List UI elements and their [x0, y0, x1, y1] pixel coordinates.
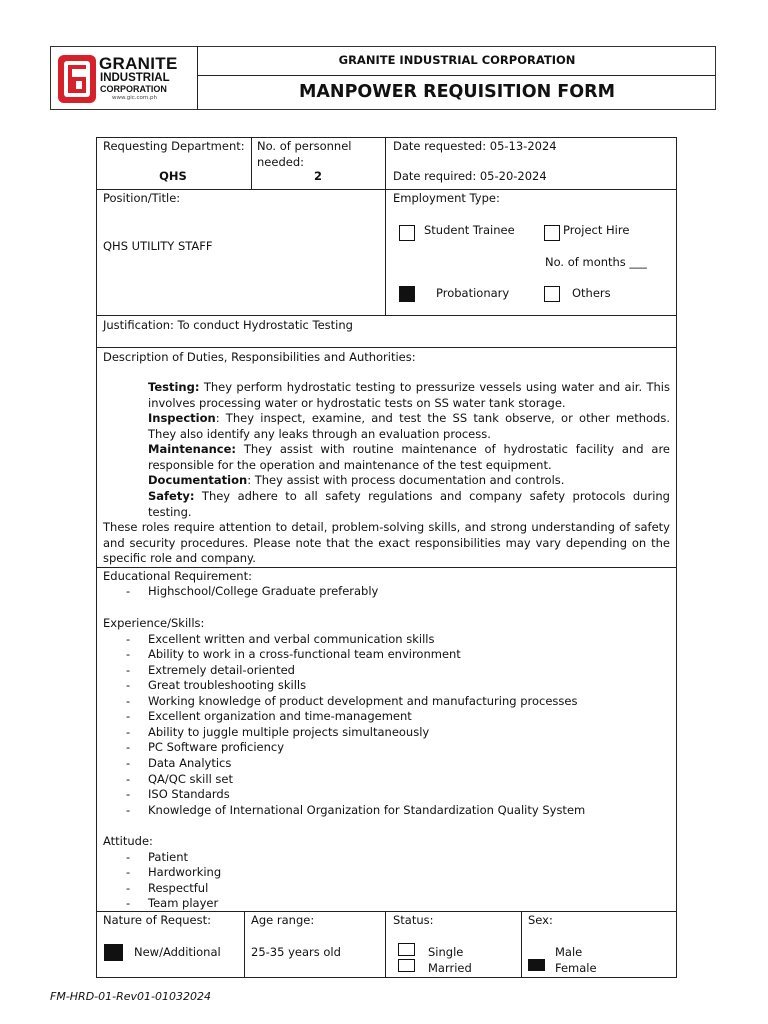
- list-item: - Extremely detail-oriented: [126, 663, 295, 677]
- list-item: - Knowledge of International Organization for Standardization Quality System: [126, 803, 586, 817]
- status-label: Status:: [393, 913, 434, 927]
- list-item: - QA/QC skill set: [126, 772, 233, 786]
- employment-label: Employment Type:: [393, 191, 500, 205]
- probationary-checkbox[interactable]: [399, 286, 415, 302]
- justification: Justification: To conduct Hydrostatic Testing: [103, 318, 353, 332]
- logo-name: GRANITE: [99, 54, 178, 73]
- others-checkbox[interactable]: [544, 286, 560, 302]
- list-item: - Ability to juggle multiple projects simultaneously: [126, 725, 430, 739]
- education-label: Educational Requirement:: [103, 569, 252, 583]
- list-item: - Highschool/College Graduate preferably: [126, 584, 379, 598]
- others-label: Others: [572, 286, 611, 300]
- duties-label: Description of Duties, Responsibilities and Authorities:: [103, 350, 416, 364]
- probationary-label: Probationary: [436, 286, 510, 300]
- duty-maintenance: Maintenance: They assist with routine maintenance of hydrostatic facility and are responsible for the operation and maintenance of the test equipment.: [148, 442, 670, 472]
- list-item: - Excellent written and verbal communication skills: [126, 632, 435, 646]
- age-value: 25-35 years old: [251, 945, 341, 959]
- nature-value: New/Additional: [134, 945, 221, 959]
- single-label: Single: [428, 945, 464, 959]
- female-checkbox[interactable]: [528, 959, 545, 971]
- list-item: - Excellent organization and time-management: [126, 709, 412, 723]
- duty-inspection: Inspection: They inspect, examine, and test the SS tank observe, or other methods. They also identify any leaks through an evaluation process.: [148, 411, 670, 441]
- logo-line3: CORPORATION: [100, 84, 167, 94]
- list-item: - Ability to work in a cross-functional team environment: [126, 647, 461, 661]
- student-trainee-checkbox[interactable]: [399, 225, 415, 241]
- sex-label: Sex:: [528, 913, 553, 927]
- list-item: - Hardworking: [126, 865, 222, 879]
- female-label: Female: [555, 961, 597, 975]
- company-name: GRANITE INDUSTRIAL CORPORATION: [338, 53, 576, 67]
- experience-label: Experience/Skills:: [103, 616, 205, 630]
- male-label: Male: [555, 945, 583, 959]
- age-label: Age range:: [251, 913, 315, 927]
- date-required: Date required: 05-20-2024: [393, 169, 547, 183]
- attitude-label: Attitude:: [103, 834, 153, 848]
- months-field[interactable]: No. of months ___: [545, 255, 647, 269]
- married-checkbox[interactable]: [398, 959, 415, 972]
- married-label: Married: [428, 961, 472, 975]
- list-item: - Team player: [126, 896, 219, 910]
- list-item: - Great troubleshooting skills: [126, 678, 307, 692]
- position-value: QHS UTILITY STAFF: [103, 239, 213, 253]
- nature-label: Nature of Request:: [103, 913, 211, 927]
- duty-documentation: Documentation: They assist with process documentation and controls.: [148, 473, 565, 487]
- form-code: FM-HRD-01-Rev01-01032024: [50, 990, 211, 1003]
- position-label: Position/Title:: [103, 191, 181, 205]
- logo-mark-icon: [57, 54, 97, 104]
- project-hire-checkbox[interactable]: [544, 225, 560, 241]
- new-additional-checkbox[interactable]: [104, 944, 123, 961]
- duties-note: These roles require attention to detail, problem-solving skills, and strong understanding of safety and security procedures. Please note that the exact responsibilities may vary depending on the specific role and company.: [103, 520, 670, 566]
- list-item: - Respectful: [126, 881, 209, 895]
- project-hire-label: Project Hire: [563, 223, 630, 237]
- form-title: MANPOWER REQUISITION FORM: [298, 82, 616, 102]
- logo-line2: INDUSTRIAL: [100, 72, 170, 84]
- duty-safety: Safety: They adhere to all safety regulations and company safety protocols during testing.: [148, 489, 670, 519]
- logo-url: www.gic.com.ph: [112, 95, 158, 101]
- student-trainee-label: Student Trainee: [424, 223, 515, 237]
- dept-value: QHS: [159, 169, 187, 183]
- single-checkbox[interactable]: [398, 943, 415, 956]
- list-item: - Patient: [126, 850, 189, 864]
- personnel-value: 2: [313, 169, 322, 183]
- list-item: - PC Software proficiency: [126, 740, 285, 754]
- list-item: - ISO Standards: [126, 787, 230, 801]
- date-requested: Date requested: 05-13-2024: [393, 139, 557, 153]
- duty-testing: Testing: They perform hydrostatic testing to pressurize vessels using water and air. This involves processing water or hydrostatic tests on SS water tank storage.: [148, 380, 670, 410]
- personnel-label: No. of personnel needed:: [257, 139, 352, 169]
- list-item: - Working knowledge of product development and manufacturing processes: [126, 694, 578, 708]
- company-logo: [57, 52, 192, 106]
- dept-label: Requesting Department:: [103, 139, 245, 153]
- list-item: - Data Analytics: [126, 756, 232, 770]
